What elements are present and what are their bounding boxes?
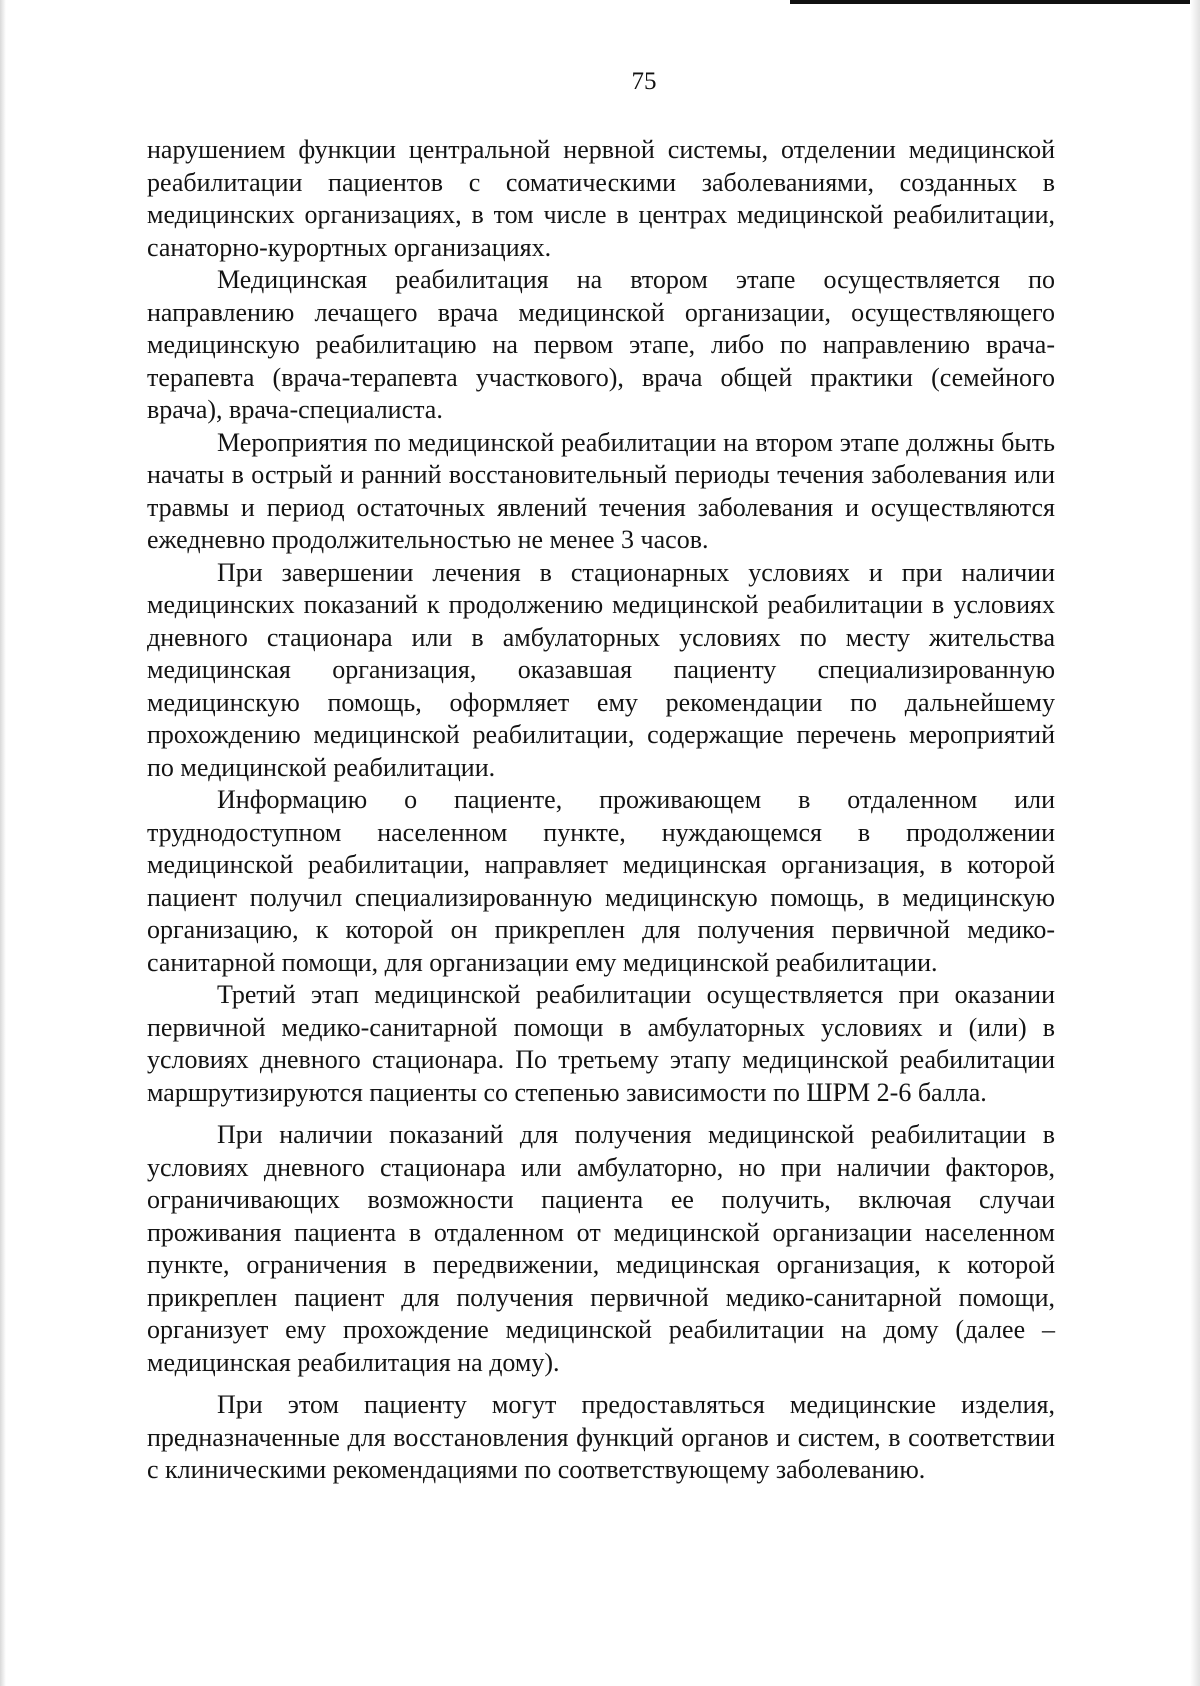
- paragraph-6: Третий этап медицинской реабилитации осуществляется при оказании первичной медико-санитарной помощи в амбулаторных условиях и (или) в условиях дневного стационара. По третьему этапу медицинской реабилитации маршрутизируются пациенты со степенью зависимости по ШРМ 2-6 балла.: [147, 980, 1055, 1107]
- paragraph-2: Медицинская реабилитация на втором этапе осуществляется по направлению лечащего врача медицинской организации, осуществляющего медицинскую реабилитацию на первом этапе, либо по направлению врача-терапевта (врача-терапевта участкового), врача общей практики (семейного врача), врача-специалиста.: [147, 265, 1055, 424]
- paragraph-4: При завершении лечения в стационарных условиях и при наличии медицинских показаний к продолжению медицинской реабилитации в условиях дневного стационара или в амбулаторных условиях по месту жительства медицинская организация, оказавшая пациенту специализированную медицинскую помощь, оформляет ему рекомендации по дальнейшему прохождению медицинской реабилитации, содержащие перечень мероприятий по медицинской реабилитации.: [147, 557, 1055, 782]
- scan-left-edge: [0, 0, 6, 1686]
- paragraph-1: нарушением функции центральной нервной системы, отделении медицинской реабилитации пациентов с соматическими заболеваниями, созданных в медицинских организациях, в том числе в центрах медицинской реабилитации, санаторно-курортных организациях.: [147, 135, 1055, 262]
- scan-top-border: [790, 0, 1200, 4]
- page-number: 75: [631, 68, 657, 95]
- paragraph-5: Информацию о пациенте, проживающем в отдаленном или труднодоступном населенном пункте, нуждающемся в продолжении медицинской реабилитации, направляет медицинская организация, в которой пациент получил специализированную медицинскую помощь, в медицинскую организацию, к которой он прикреплен для получения первичной медико-санитарной помощи, для организации ему медицинской реабилитации.: [147, 785, 1055, 977]
- scan-right-edge: [1190, 0, 1200, 1686]
- paragraph-3: Мероприятия по медицинской реабилитации на втором этапе должны быть начаты в острый и ранний восстановительный периоды течения заболевания или травмы и период остаточных явлений течения заболевания и осуществляются ежедневно продолжительностью не менее 3 часов.: [147, 427, 1055, 554]
- paragraph-7: При наличии показаний для получения медицинской реабилитации в условиях дневного стационара или амбулаторно, но при наличии факторов, ограничивающих возможности пациента ее получить, включая случаи проживания пациента в отдаленном от медицинской организации населенном пункте, ограничения в передвижении, медицинская организация, к которой прикреплен пациент для получения первичной медико-санитарной помощи, организует ему прохождение медицинской реабилитации на дому (далее – медицинская реабилитация на дому).: [147, 1120, 1055, 1377]
- paragraph-8: При этом пациенту могут предоставляться медицинские изделия, предназначенные для восстановления функций органов и систем, в соответствии с клиническими рекомендациями по соответствующему заболеванию.: [147, 1390, 1055, 1484]
- body-text: [147, 134, 1055, 1487]
